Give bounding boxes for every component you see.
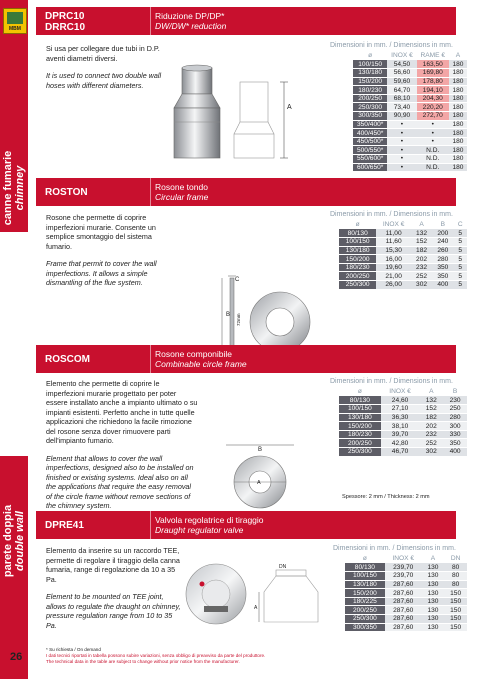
table-row	[345, 623, 467, 632]
diameter-cell: 180/230	[339, 430, 381, 439]
table-row	[345, 615, 467, 624]
figure-dimension-a: A	[287, 104, 292, 111]
table-cell: N.D.	[417, 163, 449, 172]
dimensions-title: Dimensioni in mm. / Dimensions in mm.	[333, 545, 456, 552]
table-cell: 252	[419, 439, 443, 448]
table-cell: 54,50	[387, 60, 416, 69]
table-cell: 64,70	[387, 86, 416, 95]
diameter-cell: 600/650*	[353, 163, 387, 172]
table-cell: •	[387, 146, 416, 155]
table-cell: •	[387, 163, 416, 172]
table-cell: 180	[449, 94, 467, 103]
table-row	[345, 572, 467, 581]
table-cell: 46,70	[381, 448, 420, 457]
diameter-cell: 250/300	[339, 448, 381, 457]
table-cell: 16,00	[376, 255, 411, 264]
diameter-cell: 130/180	[353, 69, 387, 78]
table-cell: 5	[454, 263, 468, 272]
column-header: B	[452, 388, 458, 395]
diameter-cell: 200/250	[345, 606, 385, 615]
table-cell: 350	[432, 272, 453, 281]
table-row	[353, 163, 467, 172]
table-cell: 39,70	[381, 430, 420, 439]
table-row	[353, 60, 467, 69]
table-cell: •	[387, 120, 416, 129]
table-cell: 56,60	[387, 69, 416, 78]
table-cell: 130	[422, 572, 445, 581]
table-cell: 220,20	[417, 103, 449, 112]
table-cell: 194,10	[417, 86, 449, 95]
table-cell: 68,10	[387, 94, 416, 103]
reducer-figure	[168, 64, 303, 164]
diameter-cell: 100/150	[339, 238, 376, 247]
diameter-cell: 200/250	[339, 272, 376, 281]
table-cell: 42,80	[381, 439, 420, 448]
table-row	[339, 238, 467, 247]
diameter-cell: 300/350	[345, 623, 385, 632]
table-cell: 132	[411, 229, 432, 238]
dimension-table-dprc10	[353, 51, 467, 172]
svg-text:72mm: 72mm	[236, 313, 241, 326]
section-description-roscom: Elemento che permette di coprire le imperfezioni murarie progettato per poter essere installato anche a impianto ultimato o su impianti esistenti. Perfetto anche in tutte quelle applicazioni che richiedono la facile rimozione del rosone senza dover rimuovere parti dell'impianto fumario. Element that allows to cover the wall imperfections, designed also to be installed on finished or existing systems. Ideal also on all the applications that require the easy removal of the circle frame without remove sections of the chimney system.	[46, 379, 198, 510]
table-cell: 130	[422, 606, 445, 615]
table-row	[353, 129, 467, 138]
table-cell: 180	[449, 77, 467, 86]
table-cell: 90,90	[387, 112, 416, 121]
table-cell: 80	[444, 563, 467, 572]
table-cell: 180	[449, 60, 467, 69]
diameter-cell: 180/225	[345, 597, 385, 606]
column-header: ø	[357, 388, 362, 395]
table-cell: 272,70	[417, 112, 449, 121]
table-cell: 287,60	[385, 623, 422, 632]
table-cell: 26,00	[376, 281, 411, 290]
svg-text:DN: DN	[279, 564, 287, 570]
table-cell: 5	[454, 238, 468, 247]
brand-logo: MBM	[3, 8, 27, 34]
table-cell: •	[387, 155, 416, 164]
table-cell: 169,80	[417, 69, 449, 78]
table-cell: •	[417, 120, 449, 129]
table-row	[345, 563, 467, 572]
section-header-roston: ROSTON Rosone tondo Circular frame	[36, 178, 456, 206]
column-header: RAME €	[420, 52, 446, 59]
dimensions-title: Dimensioni in mm. / Dimensions in mm.	[330, 378, 453, 385]
table-cell: 232	[411, 263, 432, 272]
table-row	[339, 263, 467, 272]
table-cell: 180	[449, 103, 467, 112]
column-header: INOX €	[389, 388, 411, 395]
section-description-dprc10: Si usa per collegare due tubi in D.P. aventi diametri diversi. It is used to connect two double wall hoses with different diameters.	[46, 44, 162, 90]
circular-frame-figure	[218, 272, 313, 354]
table-cell: 230	[443, 396, 467, 405]
diameter-cell: 80/130	[339, 229, 376, 238]
diameter-cell: 200/250	[339, 439, 381, 448]
sidebar-label-double-wall: parete doppia double wall	[2, 504, 26, 578]
table-cell: 287,60	[385, 589, 422, 598]
table-row	[339, 255, 467, 264]
table-cell: 27,10	[381, 405, 420, 414]
table-header-row	[339, 220, 467, 229]
table-row	[339, 422, 467, 431]
table-row	[339, 246, 467, 255]
thickness-note: Spessore: 2 mm / Thickness: 2 mm	[342, 494, 430, 500]
table-cell: 300	[443, 422, 467, 431]
table-cell: 178,80	[417, 77, 449, 86]
table-header-row	[345, 554, 467, 563]
table-cell: 80	[444, 572, 467, 581]
diameter-cell: 450/500*	[353, 137, 387, 146]
table-cell: 152	[419, 405, 443, 414]
table-cell: 302	[419, 448, 443, 457]
table-row	[353, 77, 467, 86]
diameter-cell: 250/300	[345, 615, 385, 624]
diameter-cell: 500/550*	[353, 146, 387, 155]
column-header: C	[457, 221, 463, 228]
table-cell: 180	[449, 86, 467, 95]
column-header: A	[455, 52, 461, 59]
table-cell: 5	[454, 272, 468, 281]
column-header: INOX €	[382, 221, 405, 228]
diameter-cell: 300/350	[353, 112, 387, 121]
table-row	[339, 430, 467, 439]
table-cell: 130	[422, 589, 445, 598]
table-cell: 287,60	[385, 597, 422, 606]
dimension-table-roston	[339, 220, 467, 290]
table-cell: 5	[454, 229, 468, 238]
table-cell: 150	[444, 606, 467, 615]
table-cell: 180	[449, 129, 467, 138]
table-cell: 80	[444, 580, 467, 589]
diameter-cell: 180/230	[339, 263, 376, 272]
table-row	[353, 155, 467, 164]
table-row	[339, 439, 467, 448]
table-row	[339, 405, 467, 414]
diameter-cell: 250/300	[353, 103, 387, 112]
dimension-table-dpre41	[345, 554, 467, 632]
table-row	[353, 112, 467, 121]
table-cell: 38,10	[381, 422, 420, 431]
sidebar-label-chimney: canne fumarie chimney	[2, 150, 26, 226]
table-row	[339, 413, 467, 422]
svg-text:C: C	[235, 277, 240, 283]
dimension-table-roscom	[339, 387, 467, 457]
diameter-cell: 100/150	[353, 60, 387, 69]
table-cell: 302	[411, 281, 432, 290]
table-header-row	[353, 51, 467, 60]
combinable-frame-figure	[220, 440, 302, 510]
table-cell: 180	[449, 112, 467, 121]
diameter-cell: 80/130	[339, 396, 381, 405]
diameter-cell: 100/150	[339, 405, 381, 414]
footnotes: * Su richiesta / On demand I dati tecnici riportati in tabella possono subire variazioni, senza obbligo di preavviso da parte del produttore. The technical data in the table are subject to change without prior notice from the manufacturer.	[46, 647, 266, 664]
table-cell: 5	[454, 255, 468, 264]
column-header: INOX €	[391, 52, 413, 59]
table-cell: 202	[411, 255, 432, 264]
table-row	[353, 94, 467, 103]
table-cell: 24,60	[381, 396, 420, 405]
table-cell: •	[387, 129, 416, 138]
diameter-cell: 180/230	[353, 86, 387, 95]
table-cell: 150	[444, 623, 467, 632]
diameter-cell: 150/200	[339, 422, 381, 431]
table-cell: 202	[419, 422, 443, 431]
table-cell: 330	[443, 430, 467, 439]
table-row	[345, 589, 467, 598]
table-cell: 280	[443, 413, 467, 422]
section-header-roscom: ROSCOM Rosone componibile Combinable circle frame	[36, 345, 456, 373]
table-row	[353, 103, 467, 112]
column-header: ø	[355, 221, 360, 228]
svg-text:B: B	[258, 447, 263, 453]
table-cell: N.D.	[417, 146, 449, 155]
table-cell: 150	[444, 615, 467, 624]
table-cell: •	[417, 129, 449, 138]
page-number: 26	[10, 651, 23, 663]
section-description-dpre41: Elemento da inserire su un raccordo TEE, permette di regolare il tiraggio della canna fumaria, range di regolazione da 10 a 35 Pa. Element to be mounted on TEE joint, allows to regulate the draught on chimney, pressure regulation range from 10 to 35 Pa.	[46, 546, 181, 630]
column-header: ø	[362, 555, 367, 562]
diameter-cell: 400/450*	[353, 129, 387, 138]
table-row	[339, 229, 467, 238]
column-header: INOX €	[392, 555, 414, 562]
section-description-roston: Rosone che permette di coprire imperfezioni murarie. Consente un semplice smontaggio del sistema fumario. Frame that permit to cover the wall imperfections. It allows a simple dismantling of the flue system.	[46, 213, 157, 287]
table-cell: 287,60	[385, 580, 422, 589]
table-cell: 350	[443, 439, 467, 448]
table-cell: 163,50	[417, 60, 449, 69]
diameter-cell: 150/200	[353, 77, 387, 86]
table-cell: 130	[422, 623, 445, 632]
table-cell: N.D.	[417, 155, 449, 164]
diameter-cell: 130/180	[345, 580, 385, 589]
table-cell: 132	[419, 396, 443, 405]
diameter-cell: 200/250	[353, 94, 387, 103]
table-cell: 180	[449, 163, 467, 172]
dimensions-title: Dimensioni in mm. / Dimensions in mm.	[330, 42, 453, 49]
table-cell: 130	[422, 597, 445, 606]
table-cell: 15,30	[376, 246, 411, 255]
table-cell: 180	[449, 120, 467, 129]
table-row	[345, 580, 467, 589]
diameter-cell: 80/130	[345, 563, 385, 572]
diameter-cell: 130/180	[339, 413, 381, 422]
diameter-cell: 100/150	[345, 572, 385, 581]
table-row	[339, 281, 467, 290]
column-header: A	[419, 221, 424, 228]
table-cell: 260	[432, 246, 453, 255]
table-cell: 240	[432, 238, 453, 247]
table-cell: 59,60	[387, 77, 416, 86]
table-row	[345, 597, 467, 606]
table-cell: 150	[444, 589, 467, 598]
diameter-cell: 350/400*	[353, 120, 387, 129]
table-cell: 130	[422, 563, 445, 572]
column-header: DN	[450, 555, 461, 562]
diameter-cell: 150/200	[339, 255, 376, 264]
table-cell: 180	[449, 155, 467, 164]
table-cell: 287,60	[385, 606, 422, 615]
table-cell: 239,70	[385, 563, 422, 572]
table-row	[353, 146, 467, 155]
svg-text:A: A	[254, 605, 258, 611]
svg-text:A: A	[257, 480, 261, 486]
dimensions-title: Dimensioni in mm. / Dimensions in mm.	[330, 211, 453, 218]
column-header: A	[430, 555, 436, 562]
table-cell: 152	[411, 238, 432, 247]
table-cell: 252	[411, 272, 432, 281]
table-cell: 182	[411, 246, 432, 255]
table-cell: 400	[432, 281, 453, 290]
diameter-cell: 550/600*	[353, 155, 387, 164]
table-row	[339, 272, 467, 281]
table-cell: 287,60	[385, 615, 422, 624]
column-header: ø	[368, 52, 373, 59]
section-header-dpre41: DPRE41 Valvola regolatrice di tiraggio Draught regulator valve	[36, 511, 456, 539]
table-cell: 180	[449, 137, 467, 146]
diameter-cell: 250/300	[339, 281, 376, 290]
section-header-dprc10: DPRC10 DRRC10 Riduzione DP/DP* DW/DW* reduction	[36, 7, 456, 35]
draught-valve-figure	[184, 562, 334, 630]
table-cell: 182	[419, 413, 443, 422]
table-row	[353, 120, 467, 129]
table-cell: 250	[443, 405, 467, 414]
svg-text:B: B	[226, 312, 231, 318]
table-cell: 130	[422, 580, 445, 589]
table-cell: 180	[449, 69, 467, 78]
column-header: B	[440, 221, 446, 228]
table-cell: 5	[454, 246, 468, 255]
table-row	[339, 448, 467, 457]
table-cell: 150	[444, 597, 467, 606]
table-cell: 36,30	[381, 413, 420, 422]
table-cell: 19,60	[376, 263, 411, 272]
table-cell: 280	[432, 255, 453, 264]
table-cell: 180	[449, 146, 467, 155]
table-cell: 204,30	[417, 94, 449, 103]
table-cell: 21,00	[376, 272, 411, 281]
table-header-row	[339, 387, 467, 396]
table-row	[353, 137, 467, 146]
table-cell: 11,60	[376, 238, 411, 247]
table-cell: 400	[443, 448, 467, 457]
table-cell: 5	[454, 281, 468, 290]
diameter-cell: 130/180	[339, 246, 376, 255]
diameter-cell: 150/200	[345, 589, 385, 598]
table-cell: 11,00	[376, 229, 411, 238]
table-cell: 130	[422, 615, 445, 624]
table-row	[353, 86, 467, 95]
table-cell: 200	[432, 229, 453, 238]
table-cell: 239,70	[385, 572, 422, 581]
table-row	[339, 396, 467, 405]
table-row	[345, 606, 467, 615]
table-cell: 350	[432, 263, 453, 272]
table-cell: 232	[419, 430, 443, 439]
table-cell: •	[387, 137, 416, 146]
column-header: A	[429, 388, 434, 395]
table-cell: 73,40	[387, 103, 416, 112]
table-row	[353, 69, 467, 78]
table-cell: •	[417, 137, 449, 146]
